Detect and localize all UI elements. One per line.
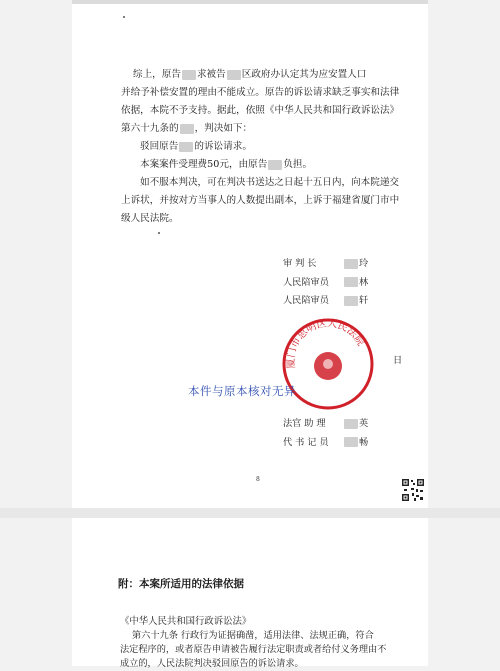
- annex-line-1: 第六十九条 行政行为证据确凿，适用法律、法规正确，符合: [132, 630, 374, 641]
- signature-label: 审 判 长: [283, 258, 317, 269]
- qr-code-icon: [401, 478, 425, 502]
- judgment-paragraph-1-line-4: [121, 120, 252, 139]
- text-fragment: 本案案件受理费50元，由原告: [140, 159, 268, 170]
- judgment-paragraph-3: [140, 156, 312, 175]
- signature-name: 玲: [359, 258, 369, 269]
- signature-name: 英: [359, 418, 369, 429]
- text-fragment: ，判决如下：: [194, 123, 253, 134]
- redaction-blur: [179, 142, 193, 152]
- text-fragment: 负担。: [283, 159, 313, 170]
- annex-line-3: 成立的，人民法院判决驳回原告的诉讼请求。: [120, 658, 304, 669]
- redaction-blur: [344, 277, 358, 287]
- text-fragment: 的诉讼请求。: [194, 141, 252, 152]
- redaction-blur: [227, 70, 241, 80]
- text-fragment: 驳回原告: [140, 141, 179, 152]
- signature-date: 日: [393, 355, 403, 366]
- signature-label: 法官 助 理: [283, 418, 326, 429]
- annex-title: 附：本案所适用的法律依据: [118, 578, 244, 590]
- judgment-paragraph-2: [140, 138, 252, 157]
- page-separator: [0, 508, 500, 518]
- certified-copy-stamp: 本件与原本核对无异: [188, 384, 296, 398]
- signature-label: 人民陪审员: [283, 295, 329, 306]
- redaction-blur: [344, 296, 358, 306]
- judgment-paragraph-4-line-1: 如不服本判决，可在判决书送达之日起十五日内，向本院递交: [140, 177, 400, 188]
- signature-juror-1: [283, 274, 368, 293]
- judgment-paragraph-1-line-3: 依据，本院不予支持。据此，依照《中华人民共和国行政诉讼法》: [121, 105, 400, 116]
- signature-name: 林: [359, 276, 369, 288]
- page-number: 8: [256, 476, 260, 483]
- text-fragment: 求被告: [196, 69, 226, 80]
- judgment-paragraph-4-line-2: 上诉状，并按对方当事人的人数提出副本，上诉于福建省厦门市中: [121, 195, 400, 206]
- annex-article-text: [120, 629, 386, 671]
- annex-law-name: 《中华人民共和国行政诉讼法》: [120, 616, 252, 627]
- signature-label: 代 书 记 员: [283, 436, 329, 448]
- signature-chief-judge: [283, 255, 368, 274]
- redaction-blur: [268, 160, 282, 170]
- clerk-block: [283, 415, 368, 452]
- redaction-blur: [182, 70, 196, 80]
- scan-mark: [158, 232, 160, 234]
- judgment-paragraph-1-line-1: [133, 66, 366, 85]
- text-fragment: 第六十九条的: [121, 123, 179, 134]
- text-fragment: 综上，原告: [133, 69, 181, 80]
- text-fragment: 区政府办认定其为应安置人口: [241, 69, 367, 80]
- redaction-blur: [344, 419, 358, 429]
- seal-text: 厦门市思明区人民法院: [285, 318, 367, 369]
- redaction-blur: [344, 437, 358, 447]
- judgment-paragraph-4-line-3: 级人民法院。: [121, 213, 179, 224]
- signature-name: 畅: [359, 436, 369, 448]
- signature-clerk: [283, 434, 368, 453]
- judgment-paragraph-1-line-2: 并给予补偿安置的理由不能成立。原告的诉讼请求缺乏事实和法律: [121, 87, 400, 98]
- annex-line-2: 法定程序的，或者原告申请被告履行法定职责或者给付义务理由不: [120, 644, 387, 655]
- redaction-blur: [344, 259, 358, 269]
- signature-label: 人民陪审员: [283, 276, 329, 288]
- signature-name: 轩: [359, 295, 369, 306]
- scan-mark: [123, 16, 125, 18]
- page-top-edge: [72, 0, 428, 4]
- signature-judge-assistant: [283, 415, 368, 434]
- signature-juror-2: [283, 292, 368, 311]
- signature-block: [283, 255, 368, 311]
- redaction-blur: [180, 124, 194, 134]
